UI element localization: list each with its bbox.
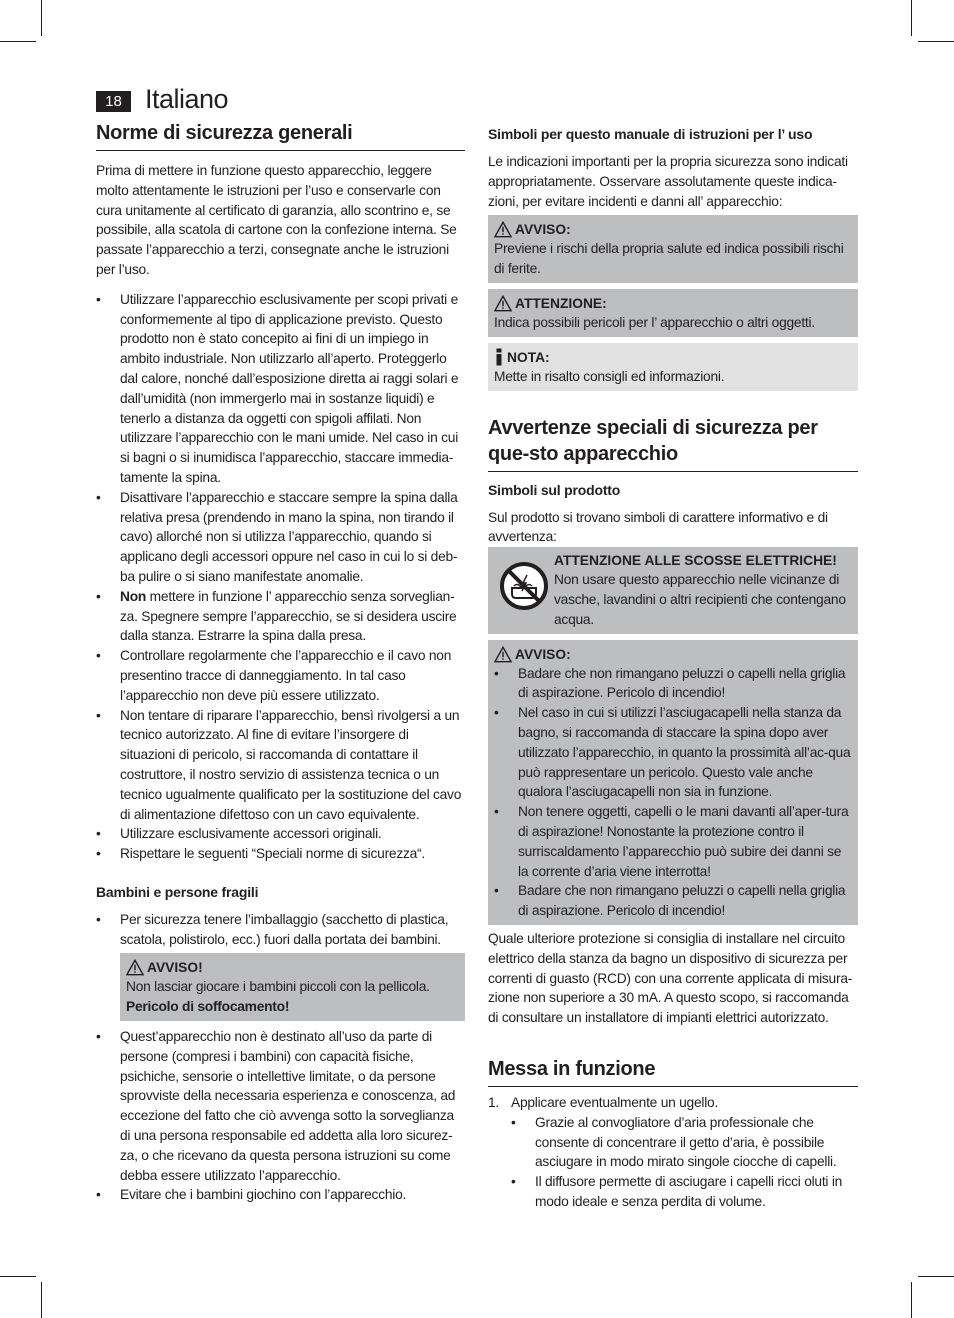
list-item: • Grazie al convogliatore d’aria professionale che consente di concentrare il getto d’aria, è possibile asciugare in modo mirato singole ciocche di capelli. bbox=[511, 1113, 858, 1172]
info-icon bbox=[494, 348, 504, 366]
intro-paragraph: Prima di mettere in funzione questo apparecchio, leggere molto attentamente le istruzioni per l’uso e conservarle con cura unitamente al certificato di garanzia, allo scontrino e, se possibile, alla scatola di cartone con la confezione interna. Se passate l’apparecchio a terzi, consegnate anche le istruzioni per l’uso. bbox=[96, 163, 457, 277]
rcd-paragraph: Quale ulteriore protezione si consiglia di installare nel circuito elettrico della stanza da bagno un dispositivo di sicurezza per correnti di guasto (RCD) con una corrente applicata di misura-zione non superiore a 30 mA. A questo scopo, si raccomanda di consultare un installatore di impianti elettrici autorizzato. bbox=[488, 930, 853, 1026]
avviso-2-title: AVVISO: bbox=[494, 645, 852, 664]
avviso-box-2 bbox=[488, 640, 858, 925]
product-symbols-intro: Sul prodotto si trovano simboli di carattere informativo e di avvertenza: bbox=[488, 509, 828, 545]
list-item: • Il diffusore permette di asciugare i capelli ricci oluti in modo ideale e senza perdita di volume. bbox=[511, 1172, 858, 1212]
attenzione-box bbox=[488, 289, 858, 337]
list-item: • Non tentare di riparare l’apparecchio, bensì rivolgersi a un tecnico autorizzato. Al fine di evitare l’insorgere di situazioni di pericolo, si raccomanda di contattare il costruttore, il nostro servizio di assistenza tecnica o un tecnico ugualmente qualificato per la sostituzione del cavo di alimentazione difettoso con un cavo equivalente. bbox=[96, 706, 465, 825]
warning-title: AVVISO! bbox=[126, 958, 459, 977]
page-number: 18 bbox=[96, 91, 131, 112]
crop-mark bbox=[911, 1282, 912, 1318]
list-item: • Quest’apparecchio non è destinato all’uso da parte di persone (compresi i bambini) con capacità fisiche, psichiche, sensorie o intellettive limitate, o da persone sprovviste della necessaria esperienza e conoscenza, ad eccezione del fatto che ciò avvenga sotto la sorveglianza di una persona responsabile ed addetta alla loro sicurez-za, o che ricevano da questa persona istruzioni su come debba essere utilizzato l’apparecchio. bbox=[96, 1027, 465, 1185]
warning-box-children bbox=[120, 953, 465, 1021]
children-heading: Bambini e persone fragili bbox=[96, 883, 259, 900]
list-item: • Disattivare l’apparecchio e staccare sempre la spina dalla relativa presa (prendendo in mano la spina, non tirando il cavo) allorché non si utilizza l’apparecchio, quando si applicano degli accessori oppure nel caso in cui lo si deb-ba pulire o si siano manifestate anomalie. bbox=[96, 488, 465, 587]
children-list bbox=[96, 910, 465, 950]
shock-description: Non usare questo apparecchio nelle vicinanze di vasche, lavandini o altri recipienti che contengano acqua. bbox=[554, 572, 846, 627]
safety-list bbox=[96, 290, 465, 864]
list-item: • Utilizzare esclusivamente accessori originali. bbox=[96, 824, 465, 844]
list-item: • Utilizzare l’apparecchio esclusivamente per scopi privati e conformemente al tipo di applicazione previsto. Questo prodotto non è stato concepito ai fini di un impiego in ambito industriale. Non utilizzarlo all’aperto. Proteggerlo dal calore, nonché dall’esposizione diretta ai raggi solari e dall’umidità (non immergerlo mai in sostanze liquidi) e tenerlo a distanza da oggetti con spigoli affilati. Non utilizzare l’apparecchio con le mani umide. Nel caso in cui si bagni o si inumidisca l’apparecchio, staccare immedia-tamente la spina. bbox=[96, 290, 465, 488]
steps-list bbox=[488, 1093, 858, 1212]
shock-title: ATTENZIONE ALLE SCOSSE ELETTRICHE! bbox=[554, 553, 837, 569]
children-list-2 bbox=[96, 1027, 465, 1205]
special-safety-title: Avvertenze speciali di sicurezza per que-sto apparecchio bbox=[488, 415, 858, 472]
crop-mark bbox=[0, 1276, 36, 1277]
left-column bbox=[96, 120, 465, 1205]
warning-triangle-icon bbox=[494, 646, 512, 663]
list-item: • Per sicurezza tenere l’imballaggio (sacchetto di plastica, scatola, polistirolo, ecc.) fuori dalla portata dei bambini. bbox=[96, 910, 465, 950]
right-column bbox=[488, 124, 858, 1212]
list-item: • Nel caso in cui si utilizzi l’asciugacapelli nella stanza da bagno, si raccomanda di staccare la spina dopo aver utilizzato l’apparecchio, in quanto la prossimità all’ac-qua può rappresentare un pericolo. Questo vale anche qualora l’asciugacapelli non sia in funzione. bbox=[494, 703, 852, 802]
operation-title: Messa in funzione bbox=[488, 1056, 858, 1087]
language-title: Italiano bbox=[145, 84, 229, 114]
section-title-general-safety: Norme di sicurezza generali bbox=[96, 120, 465, 151]
warning-triangle-icon bbox=[494, 295, 512, 312]
list-item: • Badare che non rimangano peluzzi o capelli nella griglia di aspirazione. Pericolo di incendio! bbox=[494, 664, 852, 704]
warning-triangle-icon bbox=[126, 959, 144, 976]
warning-text: Non lasciar giocare i bambini piccoli con la pellicola. bbox=[126, 979, 430, 995]
crop-mark bbox=[918, 1276, 954, 1277]
list-item: • Evitare che i bambini giochino con l’apparecchio. bbox=[96, 1185, 465, 1205]
list-item: • Controllare regolarmente che l’apparecchio e il cavo non presentino tracce di danneggiamento. In tal caso l’apparecchio non deve più essere utilizzato. bbox=[96, 646, 465, 705]
avviso-text: Previene i rischi della propria salute ed indica possibili rischi di ferite. bbox=[494, 241, 844, 277]
nota-box bbox=[488, 343, 858, 391]
nota-title: NOTA: bbox=[494, 348, 852, 367]
avviso-2-list bbox=[494, 664, 852, 921]
crop-mark bbox=[911, 0, 912, 36]
attenzione-text: Indica possibili pericoli per l’ apparecchio o altri oggetti. bbox=[494, 314, 815, 330]
crop-mark bbox=[918, 41, 954, 42]
product-symbols-heading: Simboli sul prodotto bbox=[488, 481, 621, 498]
step-item: 1. Applicare eventualmente un ugello. • Grazie al convogliatore d’aria professionale che consente di concentrare il getto d’aria, è possibile asciugare in modo mirato singole ciocche di capelli. • Il diffusore permette di asciugare i capelli ricci oluti in modo ideale e senza perdita di volume. bbox=[488, 1093, 858, 1212]
list-item: • Non tenere oggetti, capelli o le mani davanti all’aper-tura di aspirazione! Nonostante la protezione contro il surriscaldamento l’apparecchio può subire dei danni se la corrente d’aria viene interrotta! bbox=[494, 802, 852, 881]
shock-text bbox=[554, 551, 852, 629]
crop-mark bbox=[0, 41, 36, 42]
avviso-title: AVVISO: bbox=[494, 220, 852, 239]
avviso-box bbox=[488, 215, 858, 283]
symbols-heading: Simboli per questo manuale di istruzioni per l’ uso bbox=[488, 126, 813, 142]
electric-shock-box bbox=[488, 547, 858, 633]
attenzione-title: ATTENZIONE: bbox=[494, 294, 852, 313]
crop-mark bbox=[41, 0, 42, 36]
warning-bold-text: Pericolo di soffocamento! bbox=[126, 999, 290, 1015]
symbols-intro: Le indicazioni importanti per la propria sicurezza sono indicati appropriatamente. Osservare assolutamente queste indica-zioni, per evitare incidenti e danni all’ apparecchio: bbox=[488, 154, 848, 209]
list-item: • Badare che non rimangano peluzzi o capelli nella griglia di aspirazione. Pericolo di incendio! bbox=[494, 881, 852, 921]
list-item: • Rispettare le seguenti “Speciali norme di sicurezza“. bbox=[96, 844, 465, 864]
no-water-bath-icon bbox=[494, 551, 554, 621]
warning-triangle-icon bbox=[494, 221, 512, 238]
crop-mark bbox=[41, 1282, 42, 1318]
step-sub-list bbox=[511, 1113, 858, 1212]
nota-text: Mette in risalto consigli ed informazioni. bbox=[494, 368, 725, 384]
list-item: • Non mettere in funzione l’ apparecchio senza sorveglian-za. Spegnere sempre l’apparecchio, se si desidera uscire dalla stanza. Estrarre la spina dalla presa. bbox=[96, 587, 465, 646]
